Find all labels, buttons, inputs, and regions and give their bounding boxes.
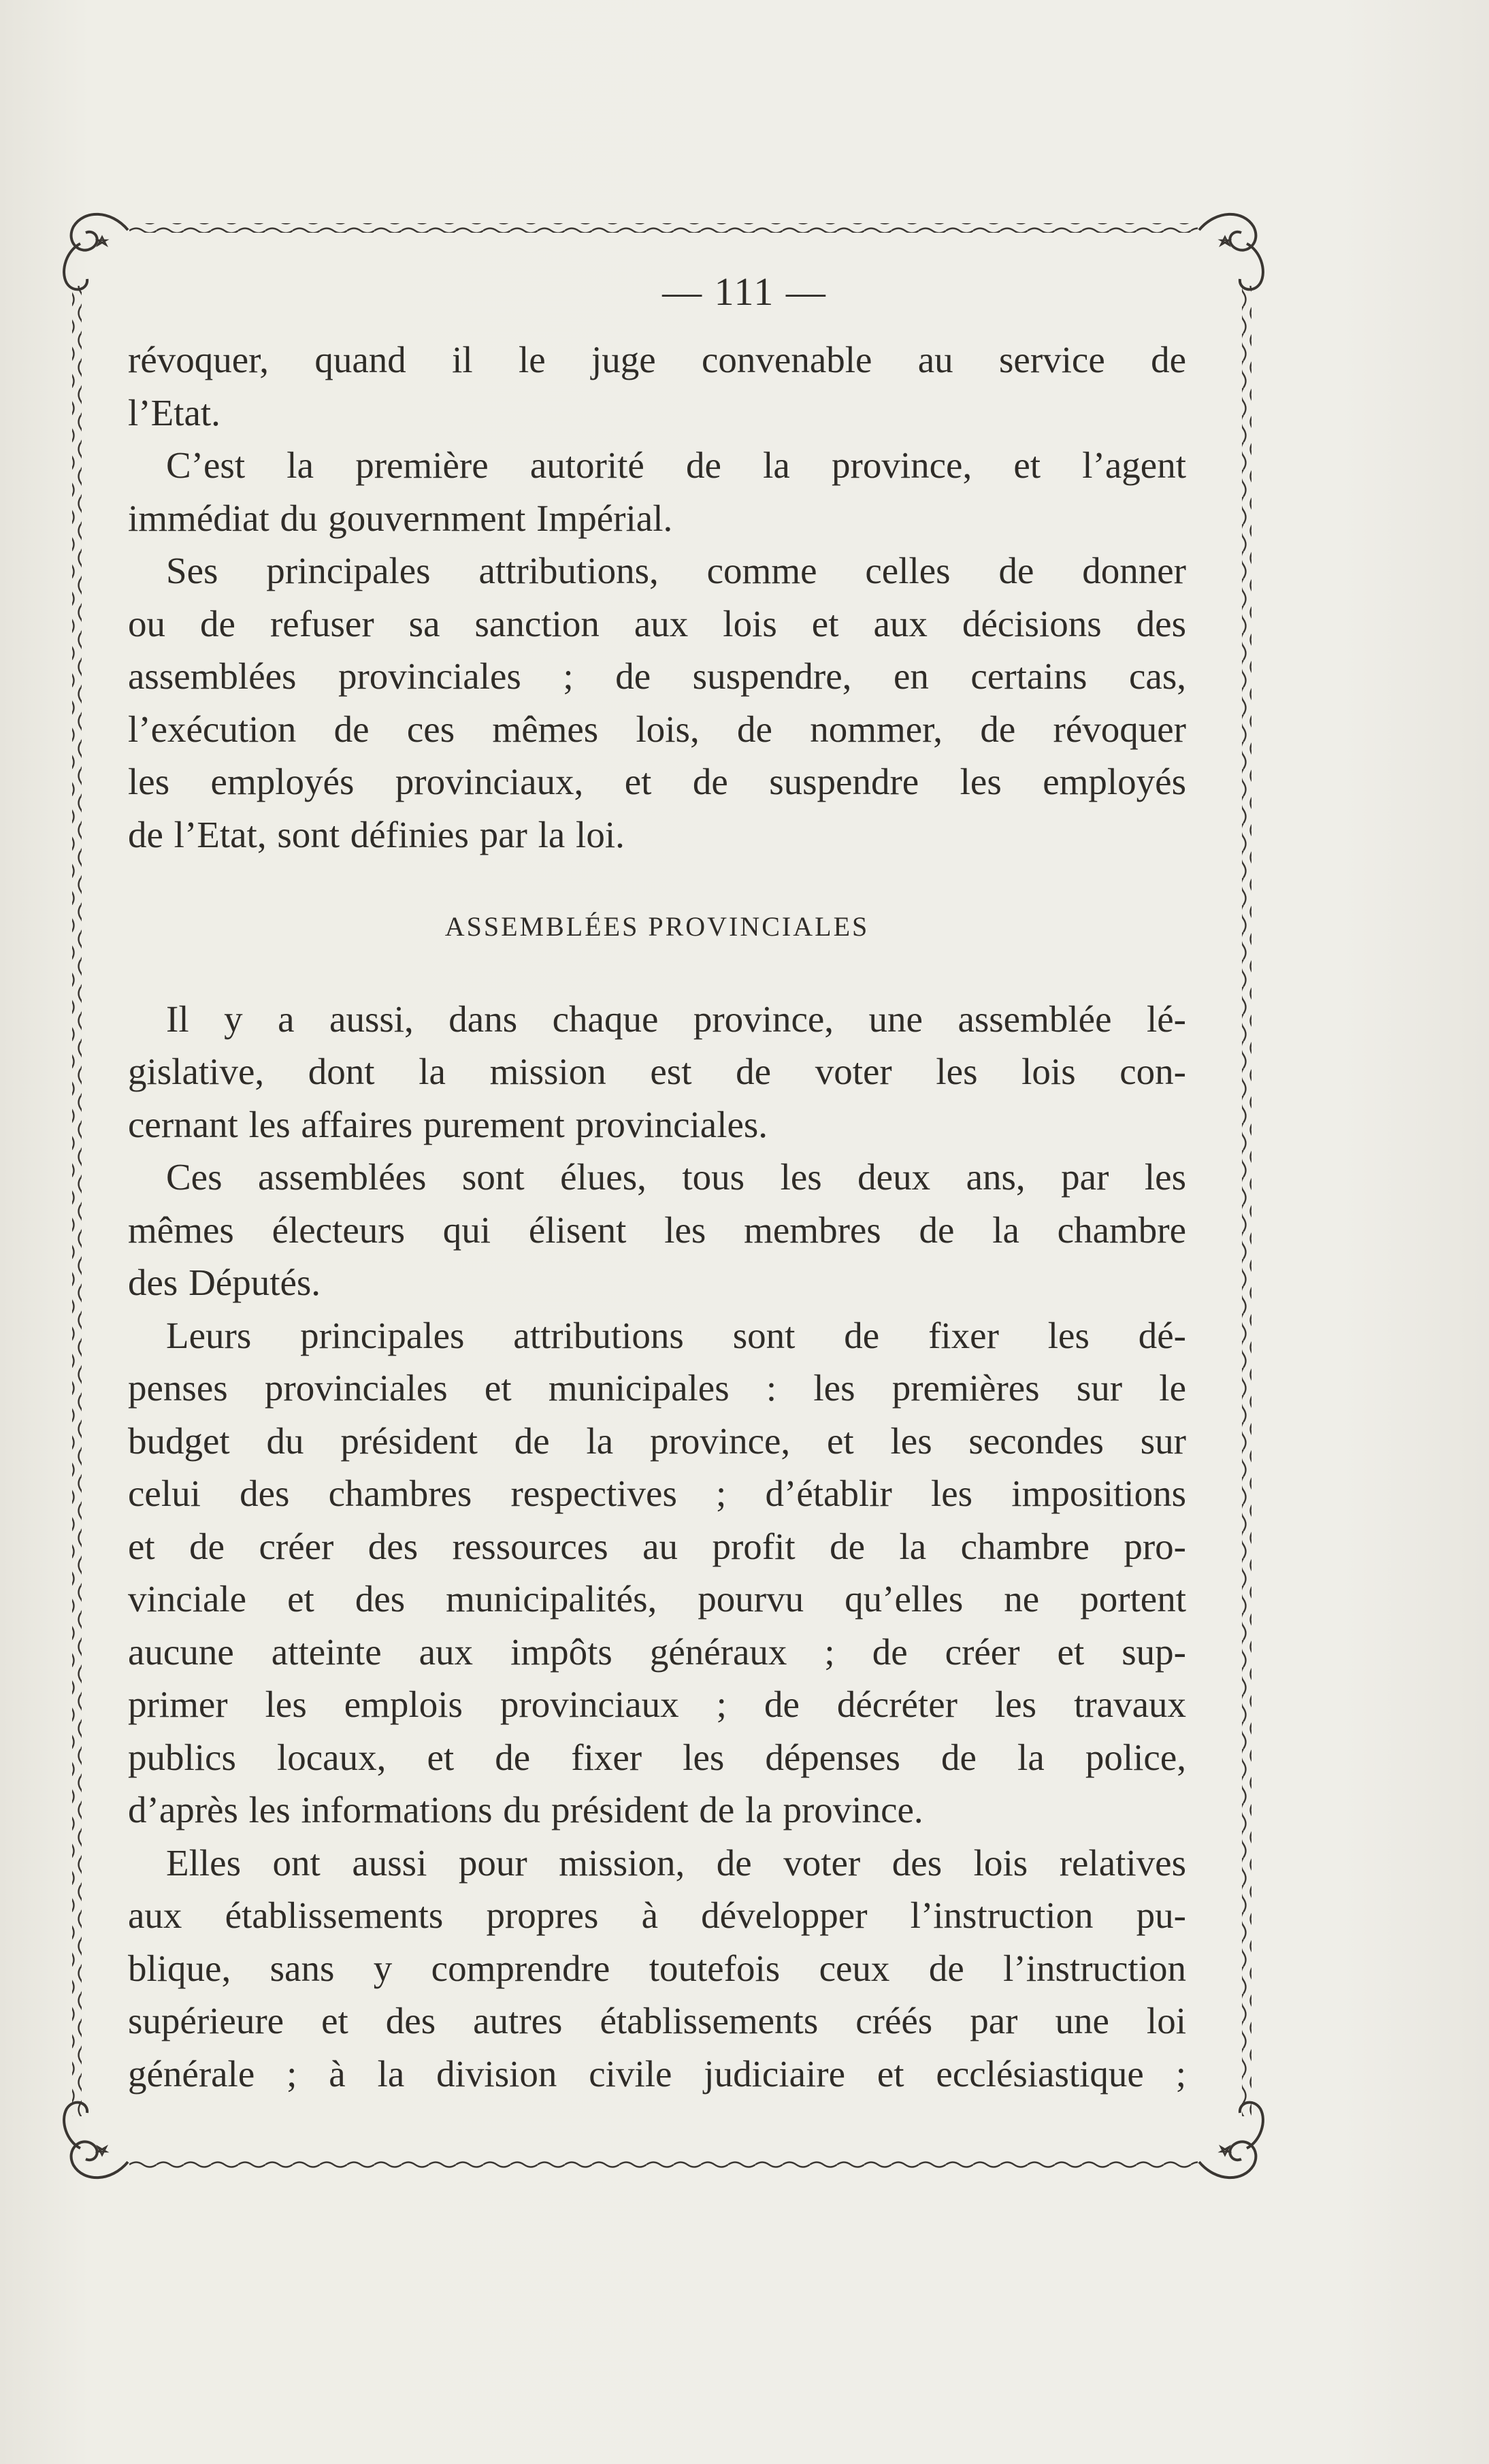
text-line: Ses principales attributions, comme celles de donner [166,550,1186,591]
text-line: publics locaux, et de fixer les dépenses de la police, [128,1736,1186,1778]
text-line: générale ; à la division civile judiciaire et ecclésiastique ; [128,2052,1186,2095]
paragraph [128,439,1186,544]
text-line: mêmes électeurs qui élisent les membres de la chambre [128,1209,1186,1251]
text-line: assemblées provinciales ; de suspendre, en certains cas, [128,655,1186,697]
scroll-ornament-icon [1199,2103,1263,2178]
paragraph [128,1837,1186,2101]
text-line: Leurs principales attributions sont de fixer les dé- [166,1314,1186,1356]
text-line: celui des chambres respectives ; d’établir les impositions [128,1473,1186,1514]
text-line: ou de refuser sa sanction aux lois et aux décisions des [128,602,1186,644]
body-text [128,333,1186,2100]
text-line: blique, sans y comprendre toutefois ceux de l’instruction [128,1947,1186,1989]
section-heading: ASSEMBLÉES PROVINCIALES [444,911,870,942]
text-line: des Députés. [128,1262,321,1303]
text-line: primer les emplois provinciaux ; de décréter les travaux [128,1683,1186,1725]
text-line: cernant les affaires purement provinciales. [128,1103,768,1145]
paragraph [128,333,1186,439]
text-line: de l’Etat, sont définies par la loi. [128,813,625,855]
text-line: d’après les informations du président de la province. [128,1789,923,1830]
text-line: l’exécution de ces mêmes lois, de nommer, de révoquer [128,708,1186,750]
text-line: penses provinciales et municipales : les premières sur le [128,1367,1186,1409]
text-line: et de créer des ressources au profit de la chambre pro- [128,1525,1186,1567]
text-line: C’est la première autorité de la province, et l’agent [166,444,1186,486]
text-line: l’Etat. [128,391,220,433]
text-line: les employés provinciaux, et de suspendre les employés [128,761,1186,802]
text-line: Ces assemblées sont élues, tous les deux ans, par les [166,1156,1186,1198]
text-line: révoquer, quand il le juge convenable au service de [128,339,1186,380]
text-line: immédiat du gouvernment Impérial. [128,497,673,539]
text-line: aux établissements propres à développer l’instruction pu- [128,1894,1186,1936]
page-number: — 111 — [662,269,827,314]
text-line: supérieure et des autres établissements créés par une loi [128,2000,1186,2041]
text-line: gislative, dont la mission est de voter les lois con- [128,1051,1186,1092]
text-line: budget du président de la province, et les secondes sur [128,1419,1186,1462]
text-line: Il y a aussi, dans chaque province, une assemblée lé- [166,998,1186,1040]
paragraph [128,993,1186,1151]
paragraph [128,1309,1186,1837]
text-line: aucune atteinte aux impôts généraux ; de créer et sup- [128,1630,1186,1673]
paragraph [128,544,1186,861]
text-line: Elles ont aussi pour mission, de voter des lois relatives [166,1841,1186,1884]
text-line: vinciale et des municipalités, pourvu qu’elles ne portent [128,1578,1186,1620]
paragraph [128,1151,1186,1309]
